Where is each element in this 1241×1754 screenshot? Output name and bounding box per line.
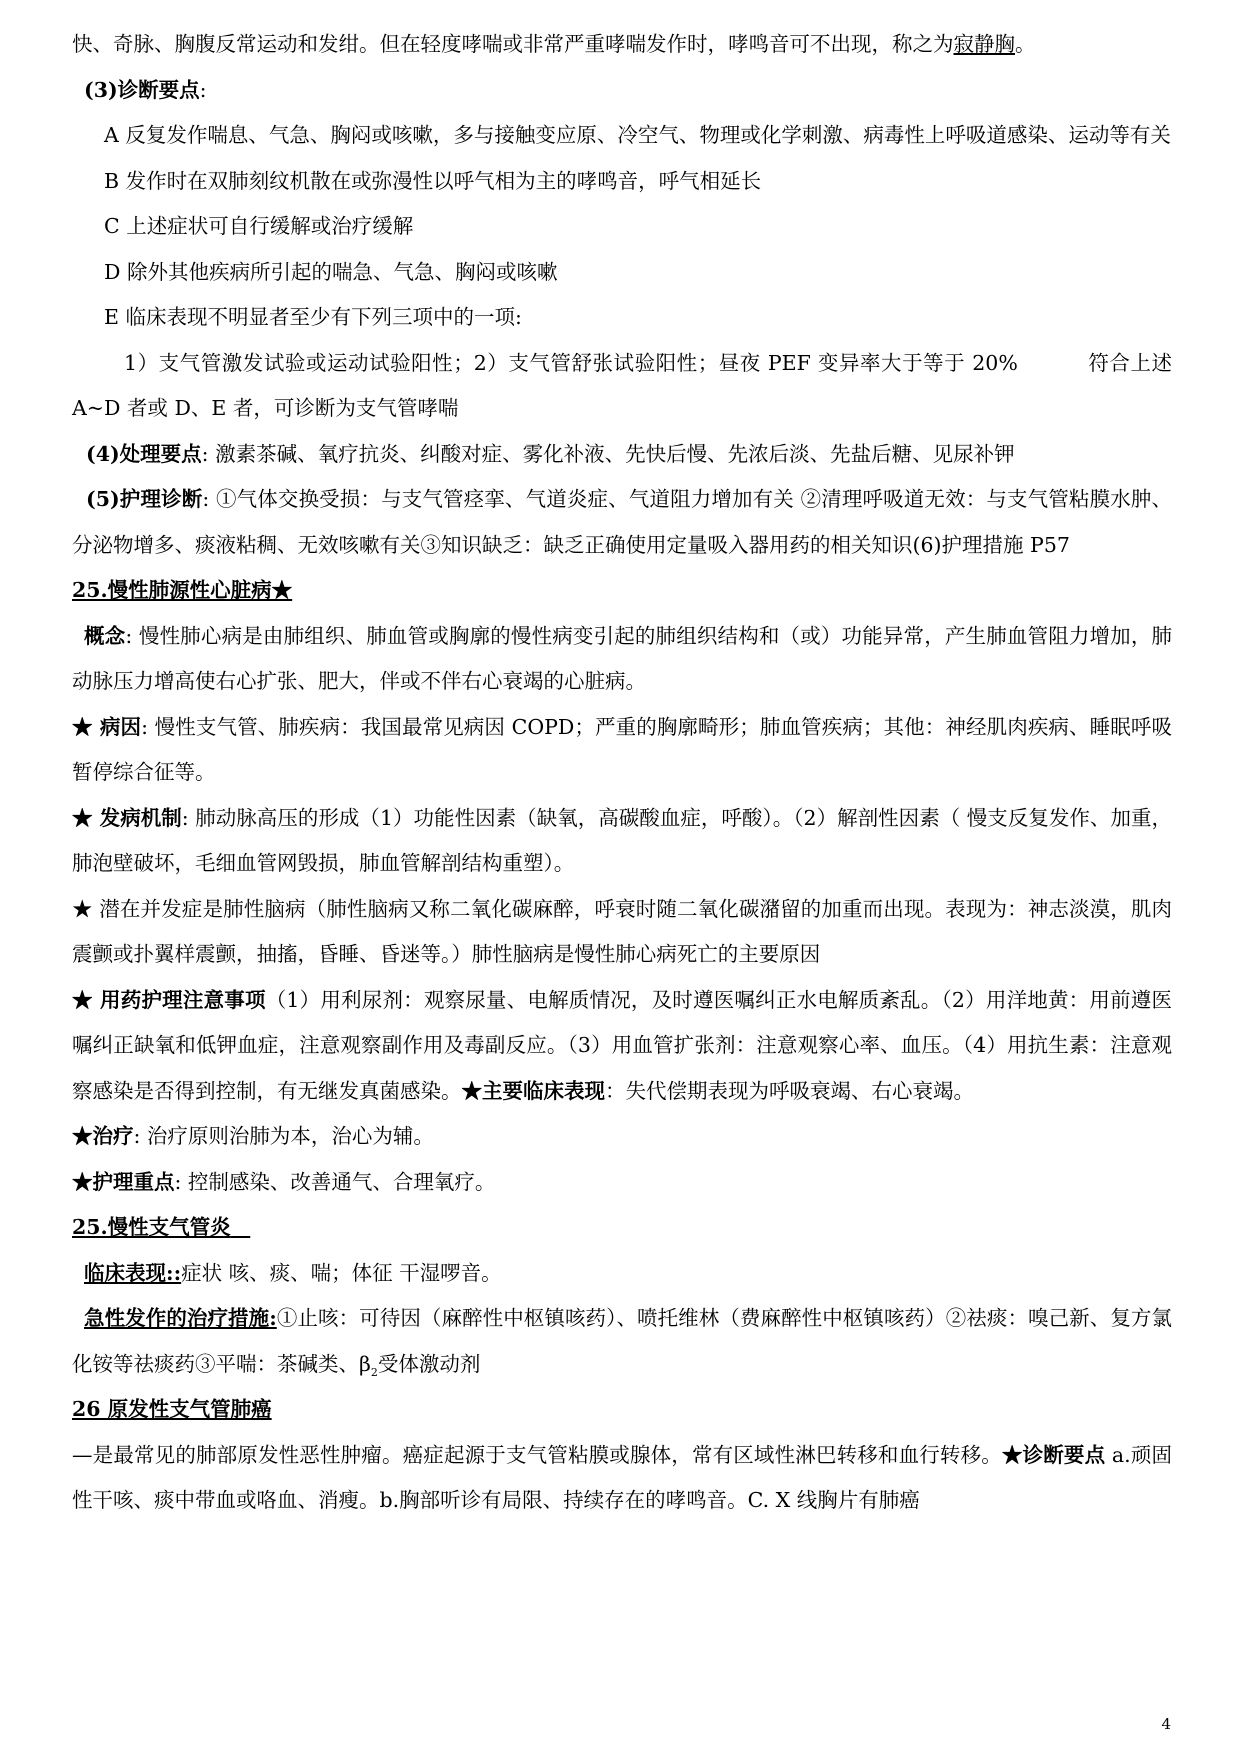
criterion-a: A 反复发作喘息、气急、胸闷或咳嗽，多与接触变应原、冷空气、物理或化学刺激、病毒性上呼吸道感染、运动等有关 <box>104 123 1171 147</box>
criterion-d: D 除外其他疾病所引起的喘急、气急、胸闷或咳嗽 <box>104 259 558 284</box>
nursing-focus: ★护理重点: 控制感染、改善通气、合理氧疗。 <box>72 1169 496 1194</box>
lung-cancer-desc: —是最常见的肺部原发性恶性肿瘤。癌症起源于支气管粘膜或腺体，常有区域性淋巴转移和血行转移。★诊断要点 a.顽固性干咳、痰中带血或咯血、消瘦。b.胸部听诊有局限、持续存在的哮鸣音。C. X 线胸片有肺癌 <box>72 1442 1172 1512</box>
document-body <box>72 22 1172 1524</box>
criterion-e-items: 1）支气管激发试验或运动试验阳性；2）支气管舒张试验阳性；昼夜 PEF 变异率大于等于 20% 符合上述 A~D 者或 D、E 者，可诊断为支气管哮喘 <box>72 350 1172 420</box>
etiology: ★ 病因: 慢性支气管、肺疾病：我国最常见病因 COPD；严重的胸廓畸形；肺血管疾病；其他：神经肌肉疾病、睡眠呼吸暂停综合征等。 <box>72 714 1172 784</box>
section-heading-25a: 25.慢性肺源性心脏病★ <box>72 578 293 602</box>
clinical-manifestation: 临床表现::症状 咳、痰、喘；体征 干湿啰音。 <box>84 1260 502 1285</box>
term-silent-chest: 寂静胸 <box>953 32 1015 56</box>
heading-diagnosis-points: (3)诊断要点: <box>84 77 207 102</box>
treatment-points: (4)处理要点: 激素茶碱、氧疗抗炎、纠酸对症、雾化补液、先快后慢、先浓后淡、先盐后糖、见尿补钾 <box>86 441 1015 466</box>
therapy: ★治疗: 治疗原则治肺为本，治心为辅。 <box>72 1124 434 1148</box>
criterion-e: E 临床表现不明显者至少有下列三项中的一项: <box>104 305 522 329</box>
criterion-b: B 发作时在双肺刻纹机散在或弥漫性以呼气相为主的哮鸣音，呼气相延长 <box>104 168 762 193</box>
page-number: 4 <box>1161 1715 1171 1733</box>
paragraph-intro: 快、奇脉、胸腹反常运动和发绀。但在轻度哮喘或非常严重哮喘发作时，哮鸣音可不出现，称之为寂静胸。 <box>72 32 1036 56</box>
acute-treatment: 急性发作的治疗措施:①止咳：可待因（麻醉性中枢镇咳药）、喷托维林（费麻醉性中枢镇咳药）②祛痰：嗅己新、复方氯化铵等祛痰药③平喘：茶碱类、$\beta_2$受体激动剂 <box>72 1306 1172 1379</box>
pathogenesis: ★ 发病机制: 肺动脉高压的形成（1）功能性因素（缺氧，高碳酸血症，呼酸）。（2）解剖性因素（ 慢支反复发作、加重，肺泡壁破坏，毛细血管网毁损，肺血管解剖结构重塑）。 <box>72 805 1172 875</box>
drug-nursing: ★ 用药护理注意事项（1）用利尿剂：观察尿量、电解质情况，及时遵医嘱纠正水电解质紊乱。（2）用洋地黄：用前遵医嘱纠正缺氧和低钾血症，注意观察副作用及毒副反应。（3）用血管扩张剂：注意观察心率、血压。（4）用抗生素：注意观察感染是否得到控制，有无继发真菌感染。★主要临床表现：失代偿期表现为呼吸衰竭、右心衰竭。 <box>72 987 1172 1103</box>
nursing-diagnosis: (5)护理诊断: ①气体交换受损：与支气管痉挛、气道炎症、气道阻力增加有关 ②清理呼吸道无效：与支气管粘膜水肿、分泌物增多、痰液粘稠、无效咳嗽有关③知识缺乏：缺乏正确使用定量吸入器用药的相关知识(6)护理措施 P57 <box>72 487 1172 557</box>
concept: 概念: 慢性肺心病是由肺组织、肺血管或胸廓的慢性病变引起的肺组织结构和（或）功能异常，产生肺血管阻力增加，肺动脉压力增高使右心扩张、肥大，伴或不伴右心衰竭的心脏病。 <box>72 623 1173 693</box>
complication: ★ 潜在并发症是肺性脑病（肺性脑病又称二氧化碳麻醉，呼衰时随二氧化碳潴留的加重而出现。表现为：神志淡漠，肌肉震颤或扑翼样震颤，抽搐，昏睡、昏迷等。）肺性脑病是慢性肺心病死亡的主要原因 <box>72 896 1172 966</box>
section-heading-26: 26 原发性支气管肺癌 <box>72 1397 272 1421</box>
section-heading-25b: 25.慢性支气管炎 <box>72 1215 231 1239</box>
criterion-c: C 上述症状可自行缓解或治疗缓解 <box>104 214 414 238</box>
